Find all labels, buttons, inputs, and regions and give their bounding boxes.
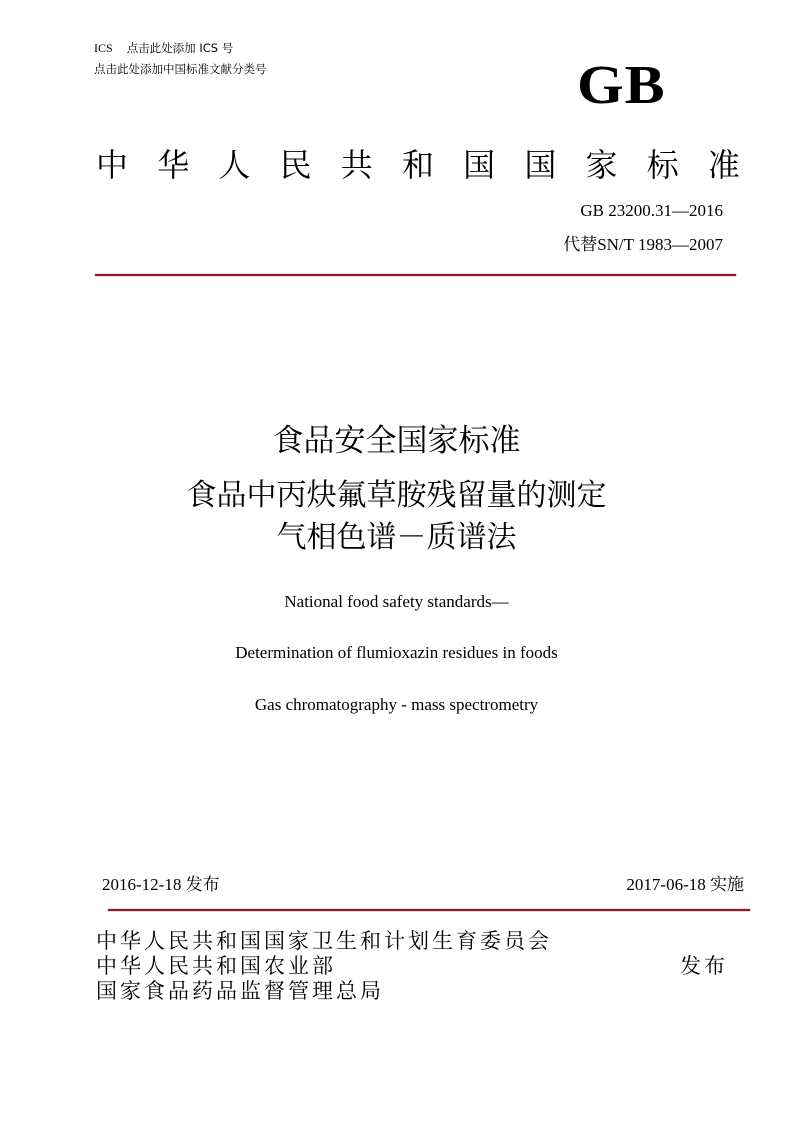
title-char: 和	[401, 146, 434, 184]
en-title-line2: Determination of flumioxazin residues in foods	[235, 643, 558, 662]
issue-action-label: 发布	[680, 954, 728, 978]
implementation-date: 2017-06-18 实施	[626, 875, 744, 894]
gb-logo: GB	[577, 54, 666, 115]
ics-line	[94, 40, 233, 56]
standard-number: GB 23200.31—2016	[580, 201, 723, 220]
cn-title-line3: 气相色谱－质谱法	[276, 520, 517, 555]
title-char: 准	[707, 146, 740, 184]
issuer-item: 中华人民共和国农业部	[96, 954, 336, 978]
en-title-line1: National food safety standards—	[284, 592, 509, 611]
top-divider	[95, 274, 736, 276]
title-char: 家	[585, 146, 618, 184]
issuer-item: 中华人民共和国国家卫生和计划生育委员会	[96, 929, 552, 953]
title-char: 国	[524, 146, 557, 184]
issue-date: 2016-12-18 发布	[102, 875, 220, 894]
issuer-item: 国家食品药品监督管理总局	[96, 979, 384, 1003]
title-char: 人	[218, 146, 251, 184]
ics-placeholder[interactable]: 点击此处添加 ICS 号	[126, 41, 234, 55]
title-char: 中	[96, 146, 129, 184]
title-char: 共	[340, 146, 373, 184]
title-char: 国	[463, 146, 496, 184]
title-char: 标	[646, 146, 679, 184]
title-char: 华	[157, 146, 190, 184]
issuer-list	[96, 929, 552, 1004]
cn-title-line2: 食品中丙炔氟草胺残留量的测定	[186, 478, 607, 513]
title-char: 民	[279, 146, 312, 184]
ccs-placeholder[interactable]: 点击此处添加中国标准文献分类号	[94, 62, 267, 76]
en-title-line3: Gas chromatography - mass spectrometry	[254, 695, 539, 714]
cn-title-line1: 食品安全国家标准	[272, 423, 521, 459]
bottom-divider	[108, 909, 750, 911]
replaces-standard: 代替SN/T 1983—2007	[563, 235, 723, 254]
standard-type-title	[96, 144, 740, 186]
ics-label: ICS	[94, 41, 113, 55]
